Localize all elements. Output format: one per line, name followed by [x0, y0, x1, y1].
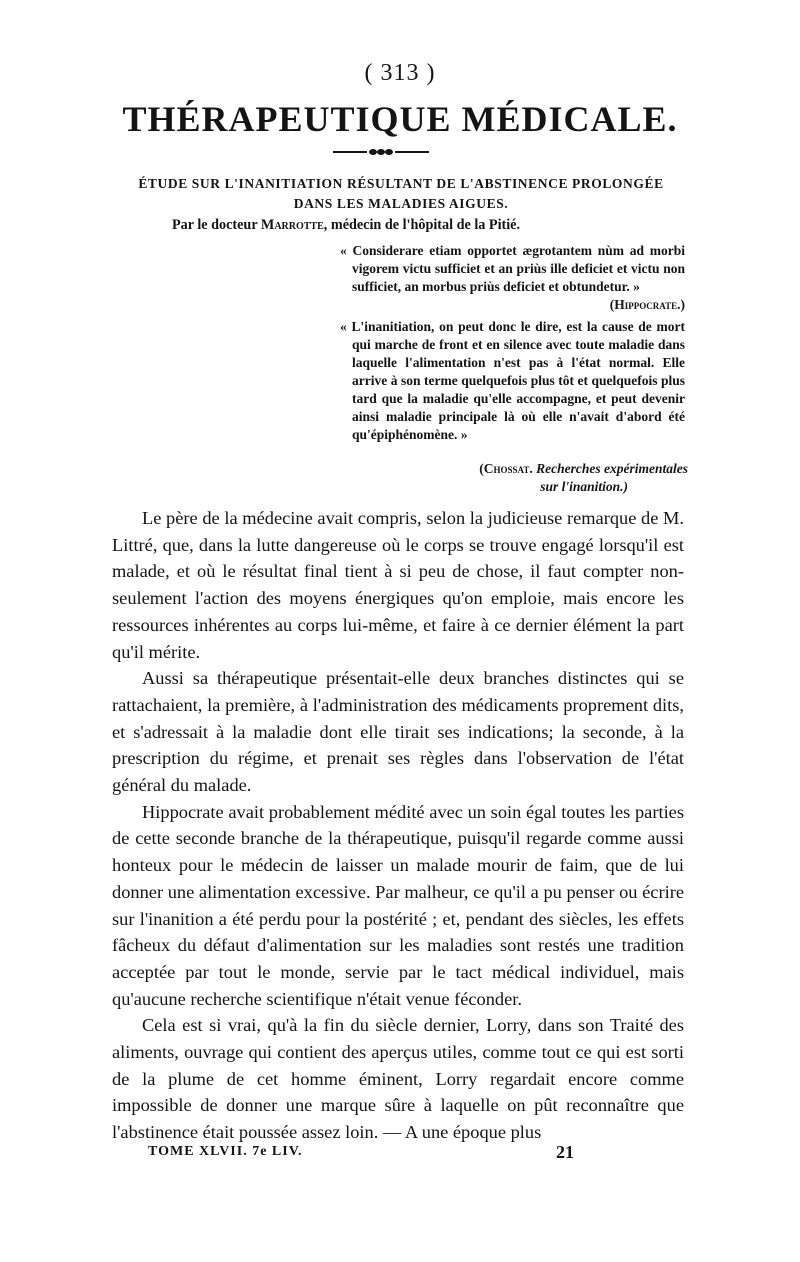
body-text	[112, 505, 684, 1146]
ornament-rule-icon	[333, 144, 429, 160]
author-prefix: Par le docteur	[172, 217, 258, 233]
paragraph-2: Aussi sa thérapeutique présentait-elle deux branches distinctes qui se rattachaient, la première, à l'administration des médicaments proprement dits, et s'adressait à la maladie dont elle tirait ses indications; la seconde, à la prescription du régime, et prenait ses règles dans l'observation de l'état général du malade.	[112, 668, 684, 796]
epigraph-chossat-text: « L'inanitiation, on peut donc le dire, est la cause de mort qui marche de front et en silence avec toute maladie dans laquelle l'alimentation n'est pas à l'état normal. Elle arrive à son terme quelquefois plus tôt et quelquefois plus tard que la maladie qu'elle accompagne, et peut devenir ainsi maladie principale là où elle n'avait d'abord été qu'épiphénomène. »	[340, 319, 685, 442]
footer-volume: TOME XLVII. 7e LIV.	[148, 1144, 303, 1159]
epigraph-chossat-work-2: sur l'inanition.)	[540, 479, 628, 494]
epigraph-chossat	[340, 318, 685, 444]
author-line	[172, 217, 692, 234]
section-title: THÉRAPEUTIQUE MÉDICALE.	[122, 99, 678, 139]
author-affiliation: , médecin de l'hôpital de la Pitié.	[323, 217, 521, 233]
epigraph-hippocrate-text: « Considerare etiam opportet ægrotantem nùm ad morbi vigorem victu sufficiet et an priùs ille deficiet et victu non sufficiet, an morbus priùs deficiet et obtundetur. »	[340, 243, 685, 294]
epigraph-hippocrate-attribution: (Hippocrate.)	[609, 297, 685, 312]
epigraph-chossat-work-1: Recherches expérimentales	[536, 461, 688, 476]
article-title-line-2: DANS LES MALADIES AIGUES.	[293, 196, 509, 211]
paragraph-3: Hippocrate avait probablement médité avec un soin égal toutes les parties de cette seconde branche de la thérapeutique, puisqu'il regarde comme aussi honteux pour le médecin de laisser un malade mourir de faim, que de lui donner une alimentation excessive. Par malheur, ce qu'il a pu penser ou écrire sur l'inanition a été perdu pour la postérité ; et, pendant des siècles, les effets fâcheux du défaut d'alimentation sur les maladies sont restés une tradition acceptée par tout le monde, servie par le tact médical individuel, mais qu'aucune recherche scientifique n'était venue féconder.	[112, 801, 684, 1009]
epigraph-hippocrate	[340, 242, 685, 314]
epigraph-chossat-author: (Chossat.	[479, 461, 533, 476]
page-number: ( 313 )	[364, 60, 436, 86]
footer-signature: 21	[556, 1142, 574, 1162]
epigraph-chossat-attribution	[388, 460, 688, 496]
paragraph-1: Le père de la médecine avait compris, selon la judicieuse remarque de M. Littré, que, dans la lutte dangereuse où le corps se trouve engagé lorsqu'il est malade, et où le résultat final tient à si peu de chose, il faut compter non-seulement l'action des moyens énergiques qu'on emploie, mais encore les ressources inhérentes au corps lui-même, et faire à ce dernier élément la part qu'il mérite.	[112, 508, 684, 662]
article-title-line-1: ÉTUDE SUR L'INANITIATION RÉSULTANT DE L'ABSTINENCE PROLONGÉE	[138, 176, 664, 191]
paragraph-4: Cela est si vrai, qu'à la fin du siècle dernier, Lorry, dans son Traité des aliments, ouvrage qui contient des aperçus utiles, comme tout ce qui est sorti de la plume de cet homme éminent, Lorry regardait encore comme impossible de donner une marque sûre à laquelle on pût reconnaître que l'abstinence était poussée assez loin. — A une époque plus	[112, 1015, 684, 1143]
author-name: Marrotte	[260, 217, 324, 233]
article-title	[134, 174, 668, 214]
